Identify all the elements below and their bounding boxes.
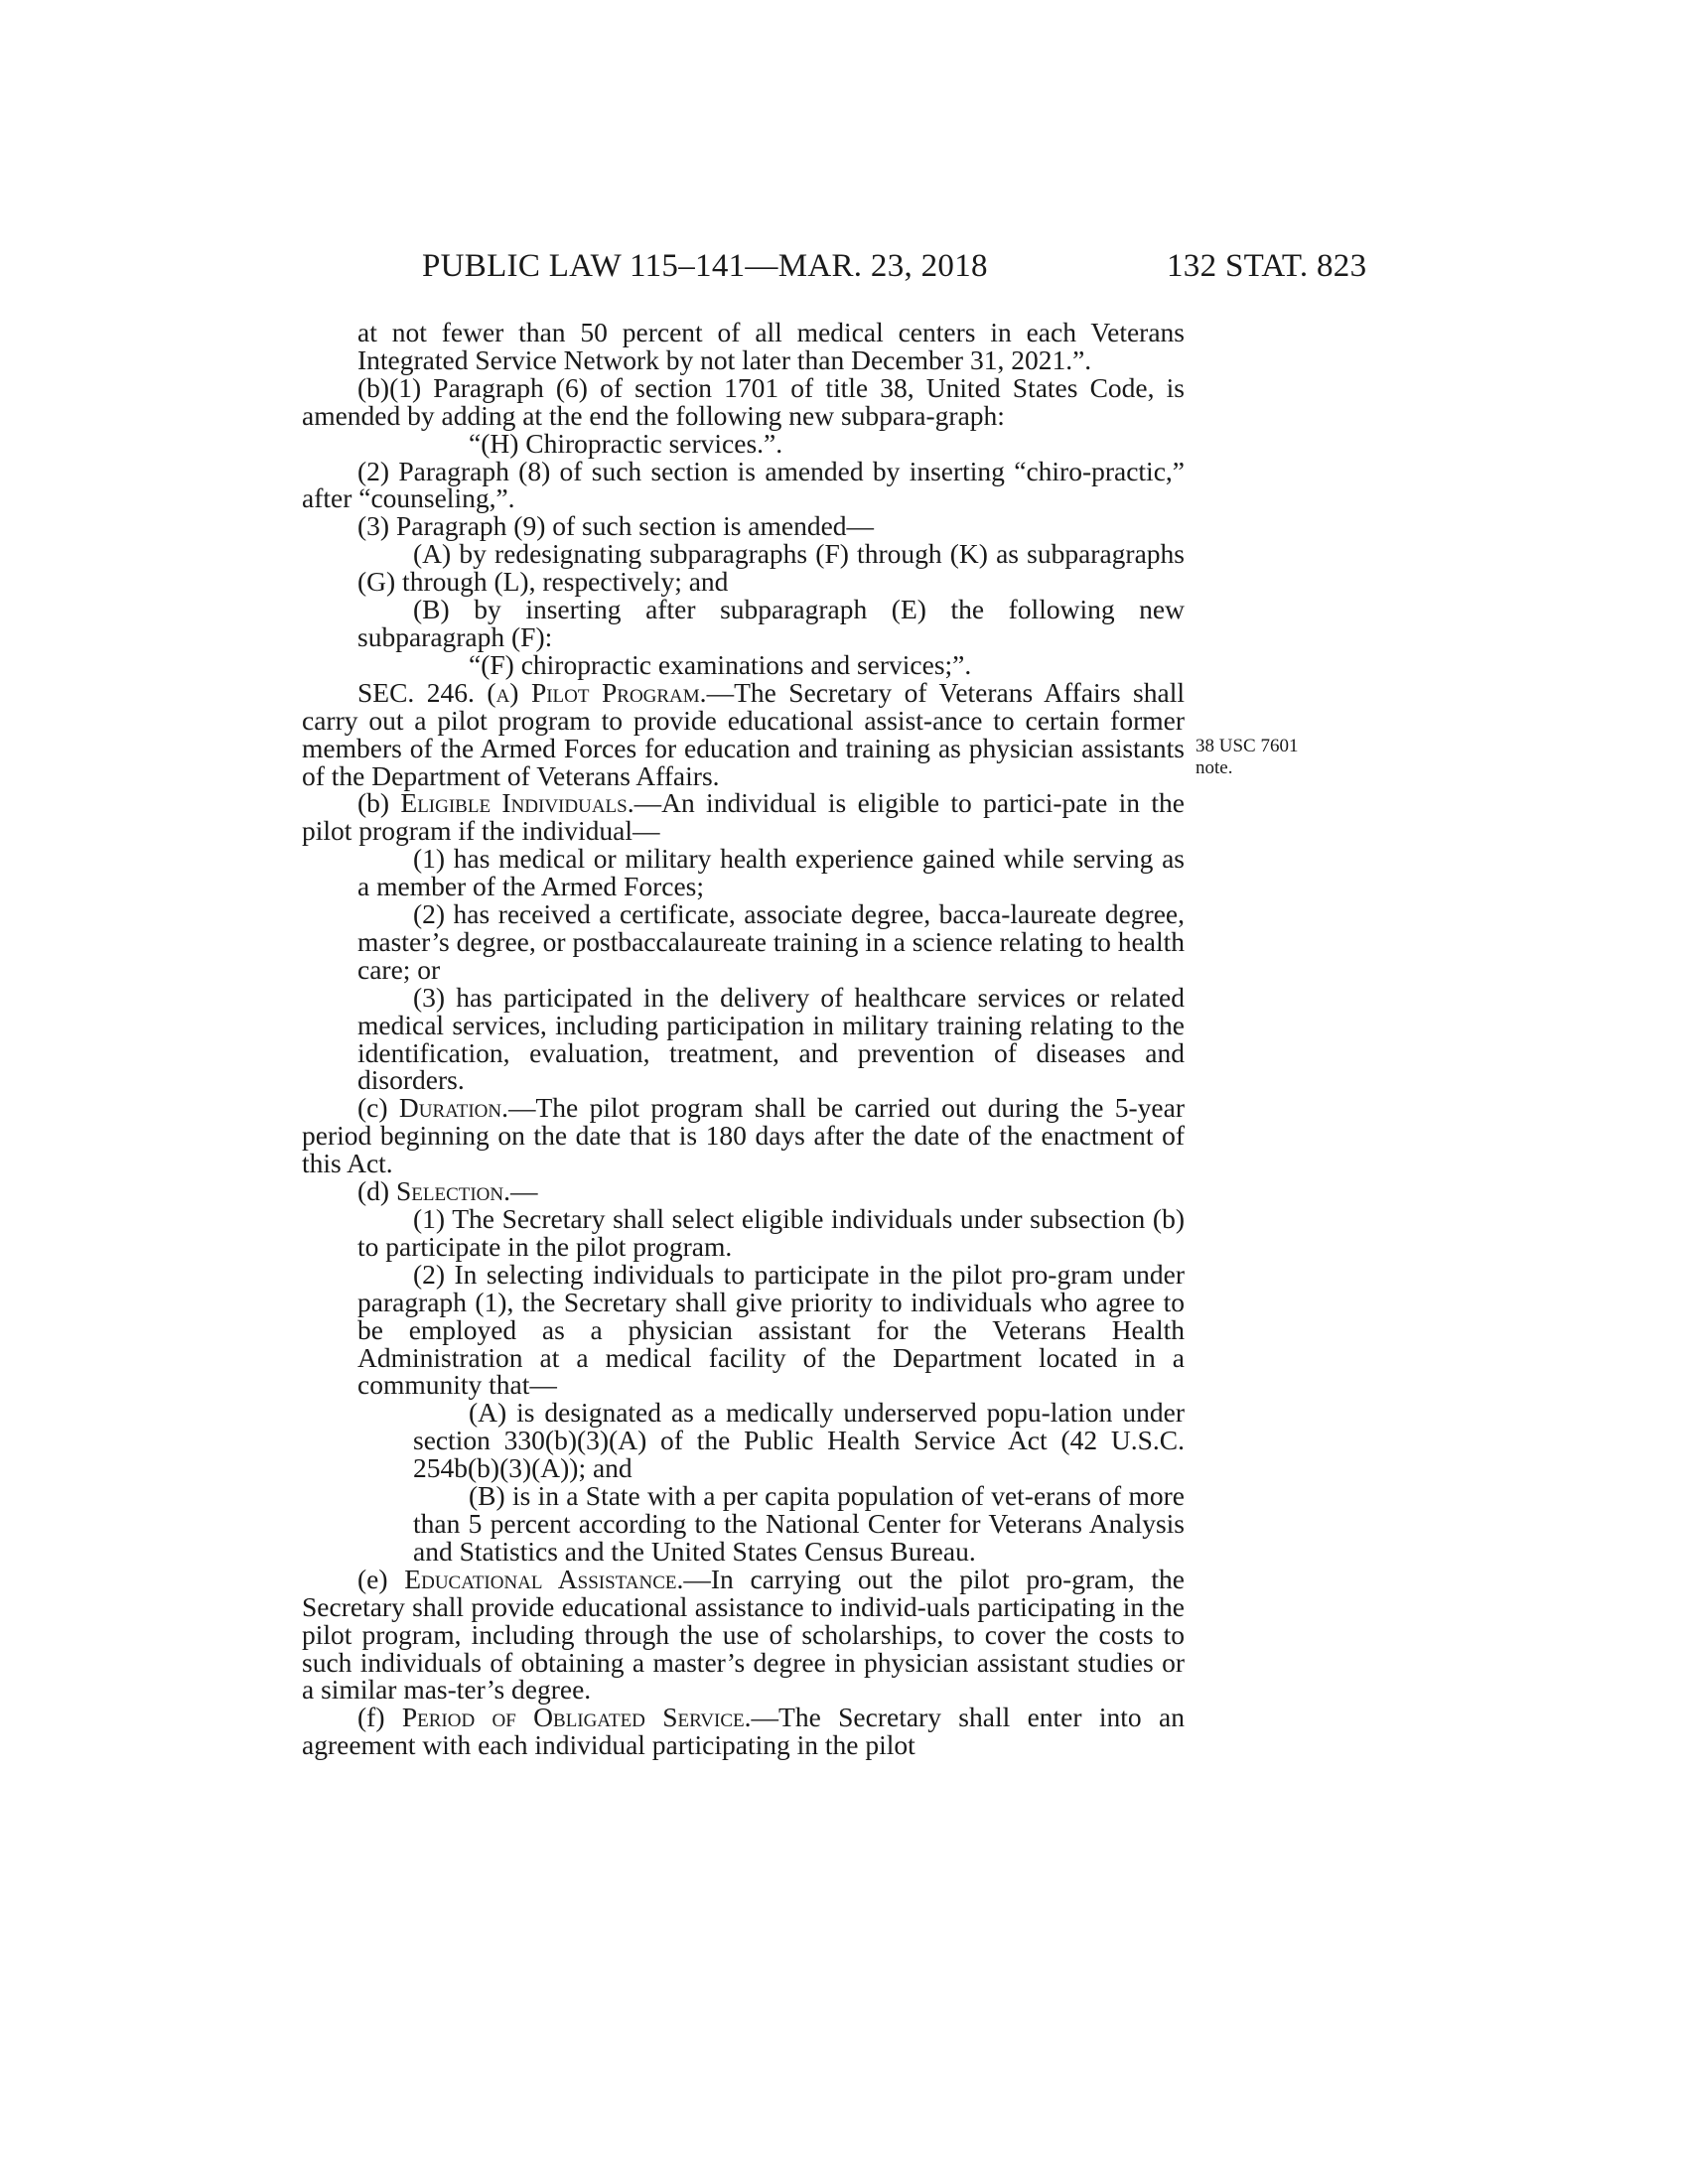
subsection-d-2-a: (A) is designated as a medically underserved popu-lation under section 330(b)(3)(A) of the Public Health Service Act (42 U.S.C. 254b(b)(3)(A)); and [413, 1397, 1185, 1484]
subsection-d-1: (1) The Secretary shall select eligible individuals under subsection (b) to participate in the pilot program. [357, 1203, 1185, 1262]
paragraph-b3: (3) Paragraph (9) of such section is amended— [357, 510, 875, 542]
subsection-d-2-b: (B) is in a State with a per capita population of vet-erans of more than 5 percent according to the National Center for Veterans Analysis and Statistics and the United States Census Bureau. [413, 1480, 1185, 1567]
running-header [0, 248, 1688, 288]
subsection-b-1: (1) has medical or military health experience gained while serving as a member of the Armed Forces; [357, 843, 1185, 902]
subsection-b-3: (3) has participated in the delivery of healthcare services or related medical services, including participation in military training relating to the identification, evaluation, treatment, and prevention of diseases and disorders. [357, 981, 1185, 1096]
heading-eligible-individuals: Eligible Individuals. [400, 787, 634, 819]
header-title: PUBLIC LAW 115–141—MAR. 23, 2018 [422, 248, 988, 284]
subsection-e: (e) Educational Assistance.—In carrying out the pilot pro-gram, the Secretary shall provide educational assistance to individ-uals participating in the pilot program, including through the use of scholarships, to cover the costs to such individuals of obtaining a master’s degree in physician assistant studies or a similar mas-ter’s degree. [302, 1563, 1185, 1706]
section-246-a [302, 676, 1185, 791]
heading-selection: Selection. [395, 1175, 510, 1207]
section-text: —The Secretary of Veterans Affairs shall carry out a pilot program to provide educational assist-ance to certain former members of the Armed Forces for education and training as physician assistants of the Department of Veterans Affairs. [302, 676, 1185, 791]
subsection-c: (c) Duration.—The pilot program shall be carried out during the 5-year period beginning on the date that is 180 days after the date of the enactment of this Act. [302, 1092, 1185, 1179]
quoted-subparagraph-f: “(F) chiropractic examinations and services;”. [469, 648, 972, 680]
margin-note-citation: 38 USC 7601 [1196, 736, 1299, 756]
subparagraph-b: (B) by inserting after subparagraph (E) the following new subparagraph (F): [357, 594, 1185, 652]
margin-note [1196, 736, 1335, 779]
subsection-b-2: (2) has received a certificate, associate degree, bacca-laureate degree, master’s degree, or postbaccalaureate training in a science relating to health care; or [357, 898, 1185, 985]
margin-note-label: note. [1196, 757, 1233, 778]
paragraph-b2: (2) Paragraph (8) of such section is amended by inserting “chiro-practic,” after “counseling,”. [302, 455, 1185, 514]
heading-educational-assistance: Educational Assistance. [404, 1563, 684, 1594]
document-body [302, 319, 1185, 1759]
paragraph-b1: (b)(1) Paragraph (6) of section 1701 of title 38, United States Code, is amended by adding at the end the following new subpara-graph: [302, 371, 1185, 431]
heading-period-of-obligated-service: Period of Obligated Service. [401, 1702, 752, 1733]
paragraph-continuation: at not fewer than 50 percent of all medical centers in each Veterans Integrated Service Network by not later than December 31, 2021.”. [357, 317, 1185, 375]
subsection-d-2: (2) In selecting individuals to participate in the pilot pro-gram under paragraph (1), the Secretary shall give priority to individuals who agree to be employed as a physician assistant for the Veterans Health Administration at a medical facility of the Department located in a community that— [357, 1258, 1185, 1401]
quoted-subparagraph-h: “(H) Chiropractic services.”. [469, 427, 783, 459]
subsection-d: (d) Selection.— [357, 1175, 538, 1207]
section-number: SEC. 246. (a) [357, 676, 531, 708]
subsection-b: (b) Eligible Individuals.—An individual is eligible to partici-pate in the pilot program if the individual— [302, 787, 1185, 847]
subsection-f: (f) Period of Obligated Service.—The Secretary shall enter into an agreement with each individual participating in the pilot [302, 1702, 1185, 1761]
header-page-number: 132 STAT. 823 [1167, 248, 1367, 284]
heading-duration: Duration. [398, 1092, 508, 1124]
subparagraph-a: (A) by redesignating subparagraphs (F) through (K) as subparagraphs (G) through (L), respectively; and [357, 538, 1185, 598]
section-heading-pilot-program: Pilot Program. [530, 676, 707, 708]
